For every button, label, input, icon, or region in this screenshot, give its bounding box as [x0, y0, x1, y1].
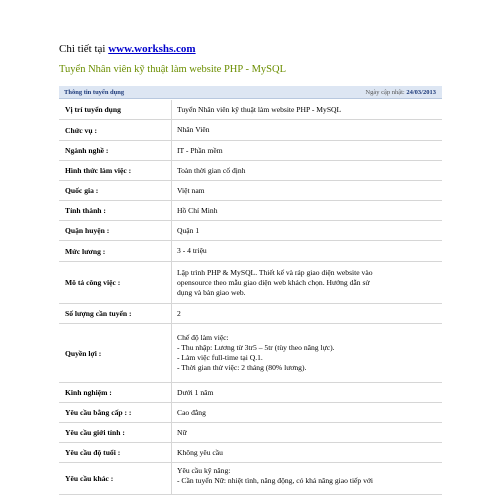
value-line: - Thời gian thử việc: 2 tháng (80% lương).: [177, 363, 307, 372]
table-row: [59, 383, 442, 403]
row-label: Vị trí tuyển dụng: [65, 105, 121, 114]
row-value: [171, 241, 442, 261]
row-label: Quận huyện :: [65, 226, 110, 235]
value-line: Nữ: [177, 427, 187, 437]
value-line: Lập trình PHP & MySQL. Thiết kế và ráp giao diện website vào: [177, 267, 373, 277]
table-row: [59, 463, 442, 495]
table-row: [59, 221, 442, 241]
value-line: Chế độ làm việc:: [177, 333, 229, 342]
row-value: [171, 383, 442, 402]
row-value: [171, 262, 442, 303]
value-line: - Thu nhập: Lương từ 3tr5 – 5tr (tùy theo năng lực).: [177, 343, 335, 352]
value-line: IT - Phần mềm: [177, 145, 223, 155]
row-label: Hình thức làm việc :: [65, 166, 132, 175]
row-value: [171, 161, 442, 180]
row-value: [171, 324, 442, 382]
table-row: [59, 324, 442, 383]
value-line: - Cần tuyển Nữ: nhiệt tình, năng động, có khả năng giao tiếp với: [177, 476, 374, 485]
value-line: Nhân Viên: [177, 125, 210, 134]
site-link[interactable]: www.workshs.com: [108, 43, 196, 55]
row-label: Ngành nghề :: [65, 146, 109, 155]
table-row: [59, 443, 442, 463]
row-label: Yêu cầu độ tuổi :: [65, 448, 121, 457]
table-row: [59, 100, 442, 120]
row-label: Quyền lợi :: [65, 348, 102, 358]
row-label: Yêu cầu bằng cấp : :: [65, 408, 132, 417]
value-line: Việt nam: [177, 185, 205, 195]
row-value: [171, 221, 442, 240]
updated-label: Ngày cập nhật:: [365, 89, 405, 96]
source-line: [59, 42, 196, 56]
source-prefix: Chi tiết tại: [59, 43, 106, 55]
info-bar: [59, 86, 442, 99]
row-value: [171, 443, 442, 462]
table-row: [59, 403, 442, 423]
table-row: [59, 120, 442, 141]
row-value: [171, 181, 442, 200]
table-row: [59, 161, 442, 181]
value-line: Dưới 1 năm: [177, 387, 214, 397]
row-value: [171, 141, 442, 160]
row-label: Mức lương :: [65, 246, 106, 256]
row-value: [171, 120, 442, 140]
value-line: Quận 1: [177, 225, 200, 235]
table-row: [59, 304, 442, 324]
value-line: Cao đẳng: [177, 407, 206, 417]
value-line: Yêu cầu kỹ năng:: [177, 466, 231, 475]
row-value: [171, 403, 442, 422]
row-value: [171, 100, 442, 119]
table-row: [59, 423, 442, 443]
value-line: dụng và bàn giao web.: [177, 287, 246, 297]
value-line: Hồ Chí Minh: [177, 205, 218, 215]
value-line: opensource theo mẫu giao diện web khách chọn. Hướng dẫn sử: [177, 277, 370, 287]
table-row: [59, 141, 442, 161]
row-value: [171, 423, 442, 442]
table-row: [59, 241, 442, 262]
value-line: 2: [177, 308, 181, 318]
value-line: - Làm việc full-time tại Q.1.: [177, 353, 263, 362]
value-line: Tuyển Nhân viên kỹ thuật làm website PHP - MySQL: [177, 104, 342, 114]
row-label: Mô tả công việc :: [65, 278, 121, 287]
row-label: Yêu cầu khác :: [65, 474, 114, 483]
row-label: Yêu cầu giới tính :: [65, 428, 125, 437]
table-row: [59, 201, 442, 221]
table-row: [59, 181, 442, 201]
job-title: Tuyển Nhân viên kỹ thuật làm website PHP - MySQL: [59, 64, 287, 75]
row-label: Tỉnh thành :: [65, 206, 106, 215]
updated-info: [365, 86, 436, 99]
table-row: [59, 262, 442, 304]
updated-date: 24/03/2013: [406, 89, 436, 96]
row-value: [171, 304, 442, 323]
row-label: Số lượng cần tuyển :: [65, 309, 132, 318]
row-label: Quốc gia :: [65, 186, 99, 195]
row-value: [171, 201, 442, 220]
row-label: Kinh nghiệm :: [65, 388, 112, 397]
row-value: [171, 463, 442, 494]
section-label: Thông tin tuyển dụng: [64, 89, 125, 96]
value-line: Không yêu cầu: [177, 447, 223, 457]
value-line: 3 - 4 triệu: [177, 246, 207, 255]
row-label: Chức vụ :: [65, 125, 97, 135]
value-line: Toàn thời gian cố định: [177, 165, 246, 175]
